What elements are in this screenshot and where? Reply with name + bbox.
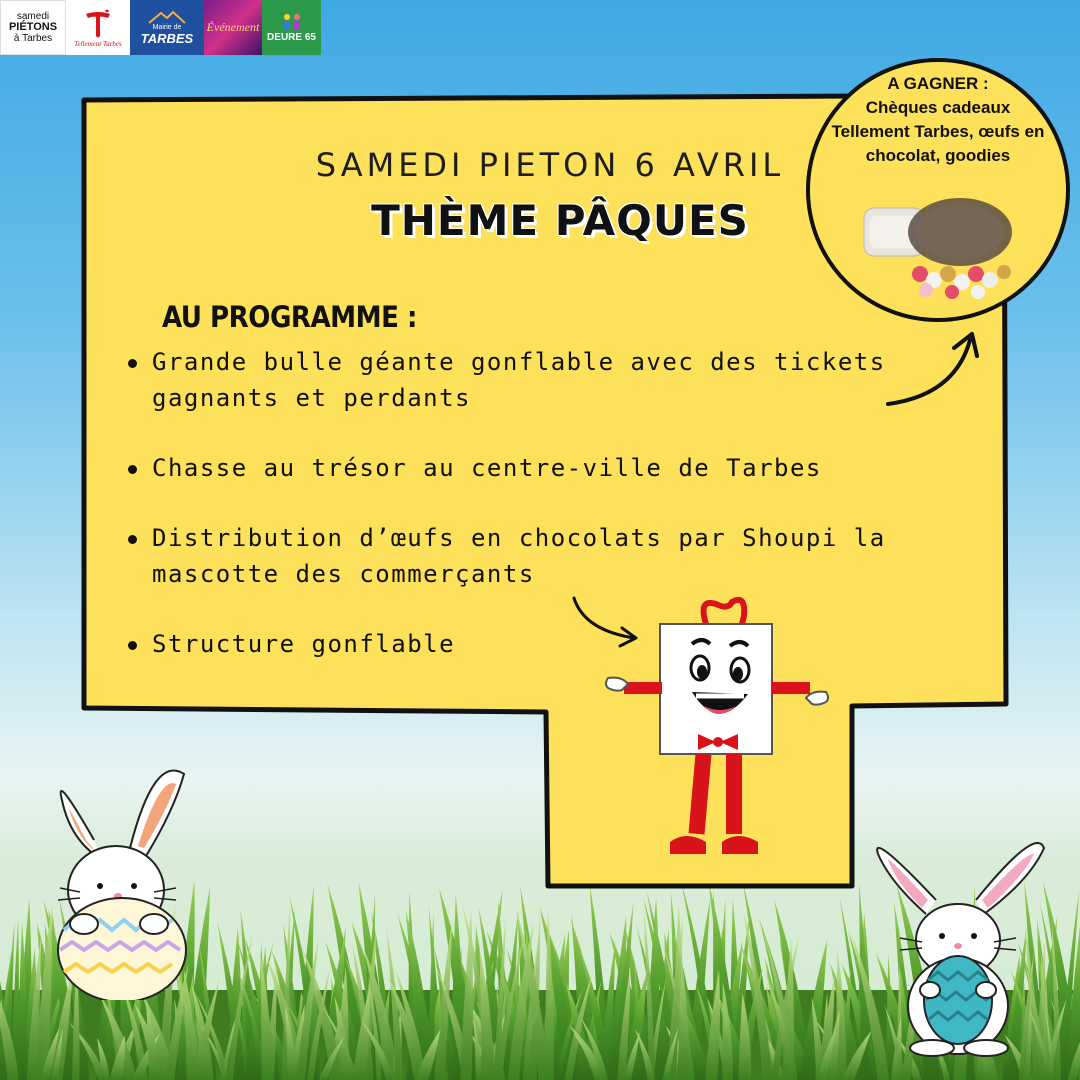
prize-line: Tellement Tarbes, œufs en — [831, 122, 1045, 141]
prize-line: chocolat, goodies — [865, 146, 1011, 165]
logo-text: à Tarbes — [13, 33, 53, 44]
list-item: Grande bulle géante gonflable avec des tickets gagnants et perdants — [120, 344, 912, 416]
logo-text: PIÉTONS — [8, 21, 58, 33]
logo-text: Tellement Tarbes — [74, 39, 122, 48]
prize-heading: A GAGNER : — [887, 74, 989, 93]
prize-line: Chèques cadeaux — [865, 98, 1011, 117]
shoupi-mascot-icon — [600, 596, 836, 860]
event-theme: THÈME PÂQUES — [371, 196, 749, 245]
event-title: SAMEDI PIETON 6 AVRIL — [315, 146, 785, 184]
bunny-with-blue-egg-icon — [866, 830, 1056, 1060]
list-item: Structure gonflable — [120, 626, 910, 662]
logo-text: Mairie de — [152, 23, 182, 31]
logo-text: Événement — [206, 20, 260, 34]
logo-text: TARBES — [140, 30, 194, 46]
programme-heading: AU PROGRAMME : — [162, 300, 417, 334]
list-item: Distribution d’œufs en chocolats par Shoupi la mascotte des commerçants — [120, 520, 912, 592]
curved-arrow-icon — [888, 340, 970, 404]
logo-text: DEURE 65 — [267, 32, 316, 43]
list-item: Chasse au trésor au centre-ville de Tarbes — [120, 450, 910, 486]
bunny-with-egg-icon — [34, 760, 204, 1000]
logo-text: samedi — [16, 11, 50, 22]
